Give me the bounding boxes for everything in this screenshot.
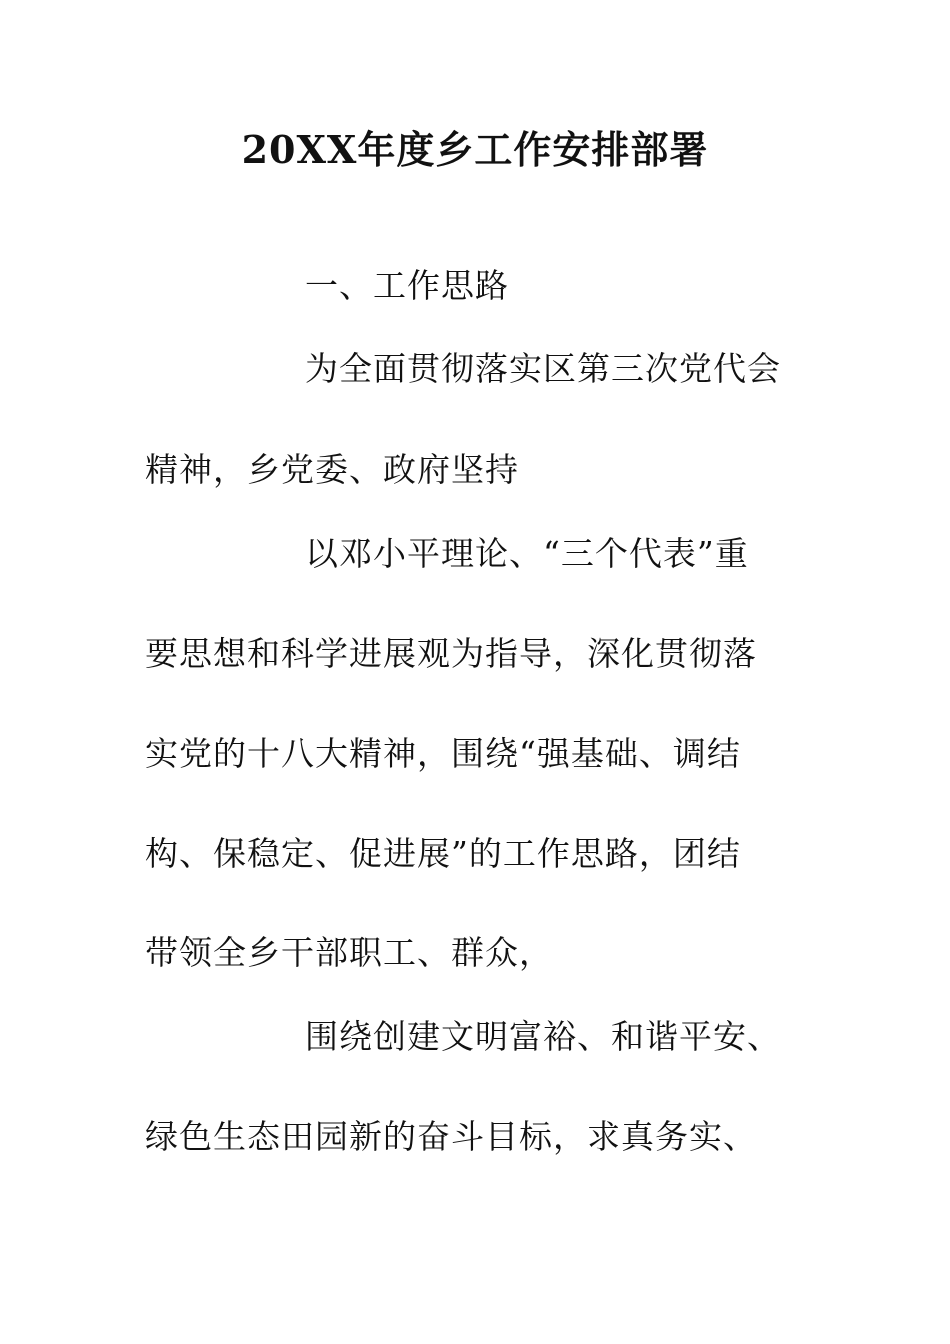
document-title: 20XX年度乡工作安排部署 [241, 127, 709, 172]
paragraph-line: 绿色生态田园新的奋斗目标，求真务实、 [145, 1117, 757, 1156]
paragraph-line: 以邓小平理论、“三个代表”重 [305, 534, 749, 573]
paragraph-line: 构、保稳定、促进展”的工作思路，团结 [145, 834, 741, 873]
paragraph-line: 带领全乡干部职工、群众， [145, 933, 553, 972]
paragraph-line: 为全面贯彻落实区第三次党代会 [305, 349, 781, 388]
paragraph-line: 精神，乡党委、政府坚持 [145, 450, 519, 489]
paragraph-line: 实党的十八大精神，围绕“强基础、调结 [145, 734, 741, 773]
paragraph-line: 围绕创建文明富裕、和谐平安、 [305, 1017, 781, 1056]
section-heading: 一、工作思路 [305, 266, 509, 305]
paragraph-line: 要思想和科学进展观为指导，深化贯彻落 [145, 634, 757, 673]
